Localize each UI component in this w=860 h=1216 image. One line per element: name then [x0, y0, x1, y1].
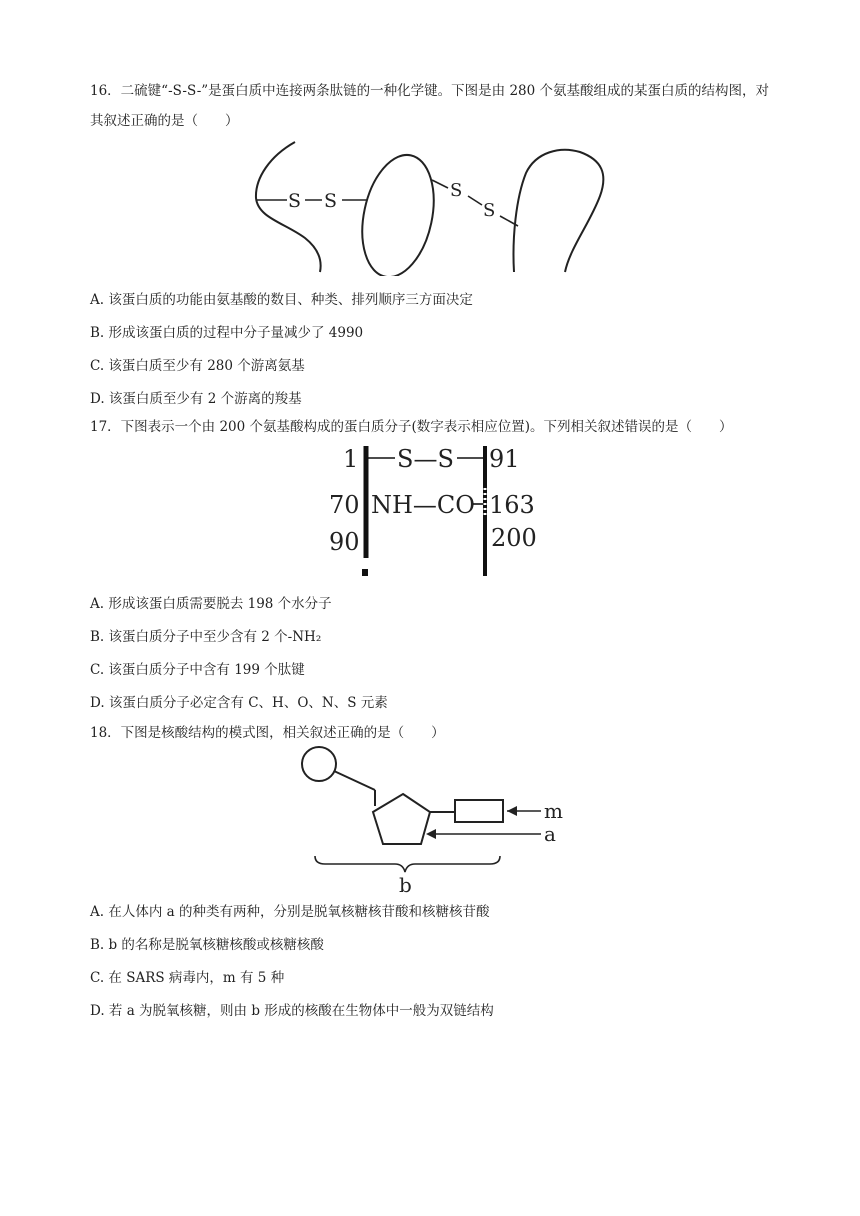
option-18-d: D. 若 a 为脱氧核糖，则由 b 形成的核酸在生物体中一般为双链结构 [90, 1003, 494, 1019]
option-17-b: B. 该蛋白质分子中至少含有 2 个-NH₂ [90, 629, 322, 645]
protein-chain-figure [325, 440, 555, 580]
disulfide-bond-label: S—S [397, 445, 454, 473]
option-16-c: C. 该蛋白质至少有 280 个游离氨基 [90, 358, 305, 374]
disulfide-bond-figure [250, 138, 620, 276]
position-200-label: 200 [491, 524, 537, 552]
position-91-label: 91 [489, 445, 520, 473]
option-18-b: B. b 的名称是脱氧核糖核酸或核糖核酸 [90, 937, 324, 953]
option-17-d: D. 该蛋白质分子必定含有 C、H、O、N、S 元素 [90, 695, 388, 711]
option-16-a: A. 该蛋白质的功能由氨基酸的数目、种类、排列顺序三方面决定 [90, 292, 473, 308]
position-90-label: 90 [329, 528, 360, 556]
option-17-c: C. 该蛋白质分子中含有 199 个肽键 [90, 662, 305, 678]
position-163-label: 163 [489, 491, 535, 519]
option-18-a: A. 在人体内 a 的种类有两种，分别是脱氧核糖核苷酸和核糖核苷酸 [90, 904, 490, 920]
peptide-bond-label: NH—CO [371, 491, 475, 519]
sulfur-label: S [483, 200, 496, 221]
option-17-a: A. 形成该蛋白质需要脱去 198 个水分子 [90, 596, 332, 612]
sulfur-label: S [324, 190, 338, 212]
position-70-label: 70 [329, 491, 360, 519]
sulfur-label: S [288, 190, 302, 212]
question-18-stem: 18．下图是核酸结构的模式图，相关叙述正确的是（ ） [90, 725, 445, 741]
nucleotide-b-label: b [399, 873, 412, 896]
question-16-stem: 16．二硫键“-S-S-”是蛋白质中连接两条肽链的一种化学键。下图是由 280 个氨基酸组成的某蛋白质的结构图，对其叙述正确的是（ ） [90, 83, 769, 129]
option-18-c: C. 在 SARS 病毒内，m 有 5 种 [90, 970, 285, 986]
nucleotide-figure [295, 744, 575, 896]
position-1-label: 1 [343, 445, 359, 473]
question-17-stem: 17．下图表示一个由 200 个氨基酸构成的蛋白质分子(数字表示相应位置)。下列相关叙述错误的是（ ） [90, 419, 733, 435]
option-16-b: B. 形成该蛋白质的过程中分子量减少了 4990 [90, 325, 364, 341]
option-16-d: D. 该蛋白质至少有 2 个游离的羧基 [90, 391, 302, 407]
base-m-label: m [544, 799, 563, 823]
sulfur-label: S [450, 180, 463, 201]
pentose-a-label: a [544, 822, 556, 846]
